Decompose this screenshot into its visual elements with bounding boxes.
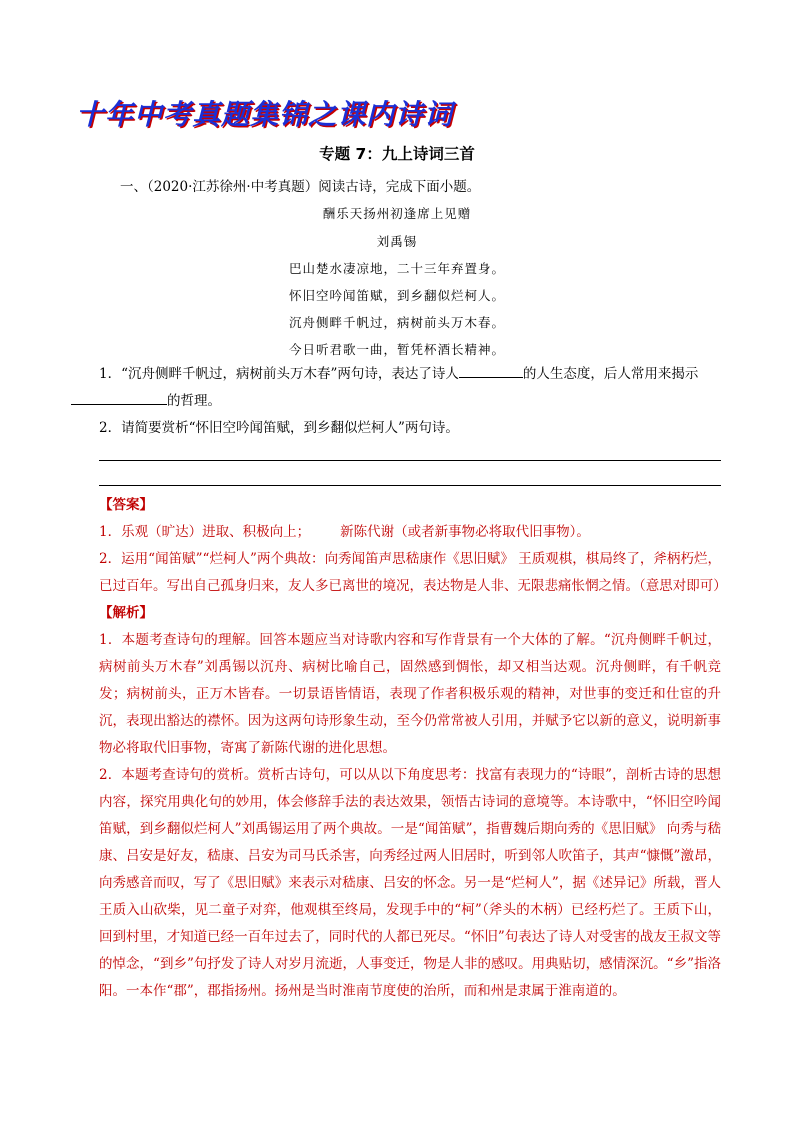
answer-1-left: 1．乐观（旷达）进取、积极向上； [99,524,311,540]
analysis-paragraph-2: 2．本题考查诗句的赏析。赏析古诗句，可以从以下角度思考：找富有表现力的“诗眼”，剖析古诗的思想内容，探究用典化句的妙用，体会修辞手法的表达效果，领悟古诗词的意境等。本诗歌中，“怀旧空吟闻笛赋，到乡翻似烂柯人”刘禹锡运用了两个典故。一是“闻笛赋”，指曹魏后期向秀的《思旧赋》 向秀与嵇康、吕安是好友，嵇康、吕安为司马氏杀害，向秀经过两人旧居时，听到邻人吹笛子，其声“慷慨”激昂，向秀感音而叹，写了《思旧赋》来表示对嵇康、吕安的怀念。另一是“烂柯人”，据《述异记》所载，晋人王质入山砍柴，见二童子对弈，他观棋至终局，发现手中的“柯”（斧头的木柄）已经朽烂了。王质下山，回到村里，才知道已经一百年过去了，同时代的人都已死尽。“怀旧”句表达了诗人对受害的战友王叔文等的悼念，“到乡”句抒发了诗人对岁月流逝，人事变迁，物是人非的感叹。用典贴切，感情深沉。“乡”指洛阳。一本作“郡”，郡指扬州。扬州是当时淮南节度使的治所，而和州是隶属于淮南道的。 [99,767,721,999]
question-intro: 一、（2020·江苏徐州·中考真题）阅读古诗，完成下面小题。 [120,179,481,195]
poem-author: 刘禹锡 [376,234,418,249]
answer-blank-2[interactable] [71,390,167,405]
answer-section [99,492,727,1005]
topic-subtitle: 专题 7：九上诗词三首 [319,145,475,163]
series-banner-title: 十年中考真题集锦之课内诗词 [76,98,454,131]
question-1 [99,361,721,415]
question-1-text-a: 1．“沉舟侧畔千帆过，病树前头万木春”两句诗，表达了诗人 [99,366,459,382]
poem-line-2: 怀旧空吟闻笛赋，到乡翻似烂柯人。 [288,288,505,303]
answer-1 [99,519,721,546]
answer-2: 2．运用“闻笛赋”“烂柯人”两个典故：向秀闻笛声思嵇康作《思旧赋》 王质观棋，棋局终了，斧柄朽烂，已过百年。写出自己孤身归来，友人多已离世的境况，表达物是人非、无限悲痛怅惘之情。（意思对即可） [99,551,727,594]
question-2: 2．请简要赏析“怀旧空吟闻笛赋，到乡翻似烂柯人”两句诗。 [99,420,459,436]
answer-label: 【答案】 [99,497,153,513]
answer-blank-1[interactable] [459,363,523,378]
poem-line-3: 沉舟侧畔千帆过，病树前头万木春。 [288,315,505,330]
poem-line-1: 巴山楚水凄凉地，二十三年弃置身。 [288,261,505,276]
question-1-text-c: 的哲理。 [167,393,221,409]
answer-1-right: 新陈代谢（或者新事物必将取代旧事物）。 [340,524,590,540]
poem-line-4: 今日听君歌一曲，暂凭杯酒长精神。 [288,342,505,357]
analysis-label: 【解析】 [99,605,153,621]
answer-line-2[interactable] [99,485,721,486]
poem-title: 酬乐天扬州初逢席上见赠 [322,206,472,221]
answer-line-1[interactable] [99,460,721,461]
question-1-text-b: 的人生态度，后人常用来揭示 [522,366,699,382]
analysis-paragraph-1: 1．本题考查诗句的理解。回答本题应当对诗歌内容和写作背景有一个大体的了解。“沉舟侧畔千帆过，病树前头万木春”刘禹锡以沉舟、病树比喻自己，固然感到惆怅，却又相当达观。沉舟侧畔，有千帆竞发；病树前头，正万木皆春。一切景语皆情语，表现了作者积极乐观的精神，对世事的变迁和仕宦的升沉，表现出豁达的襟怀。因为这两句诗形象生动，至今仍常常被人引用，并赋予它以新的意义，说明新事物必将取代旧事物，寄寓了新陈代谢的进化思想。 [99,632,721,756]
